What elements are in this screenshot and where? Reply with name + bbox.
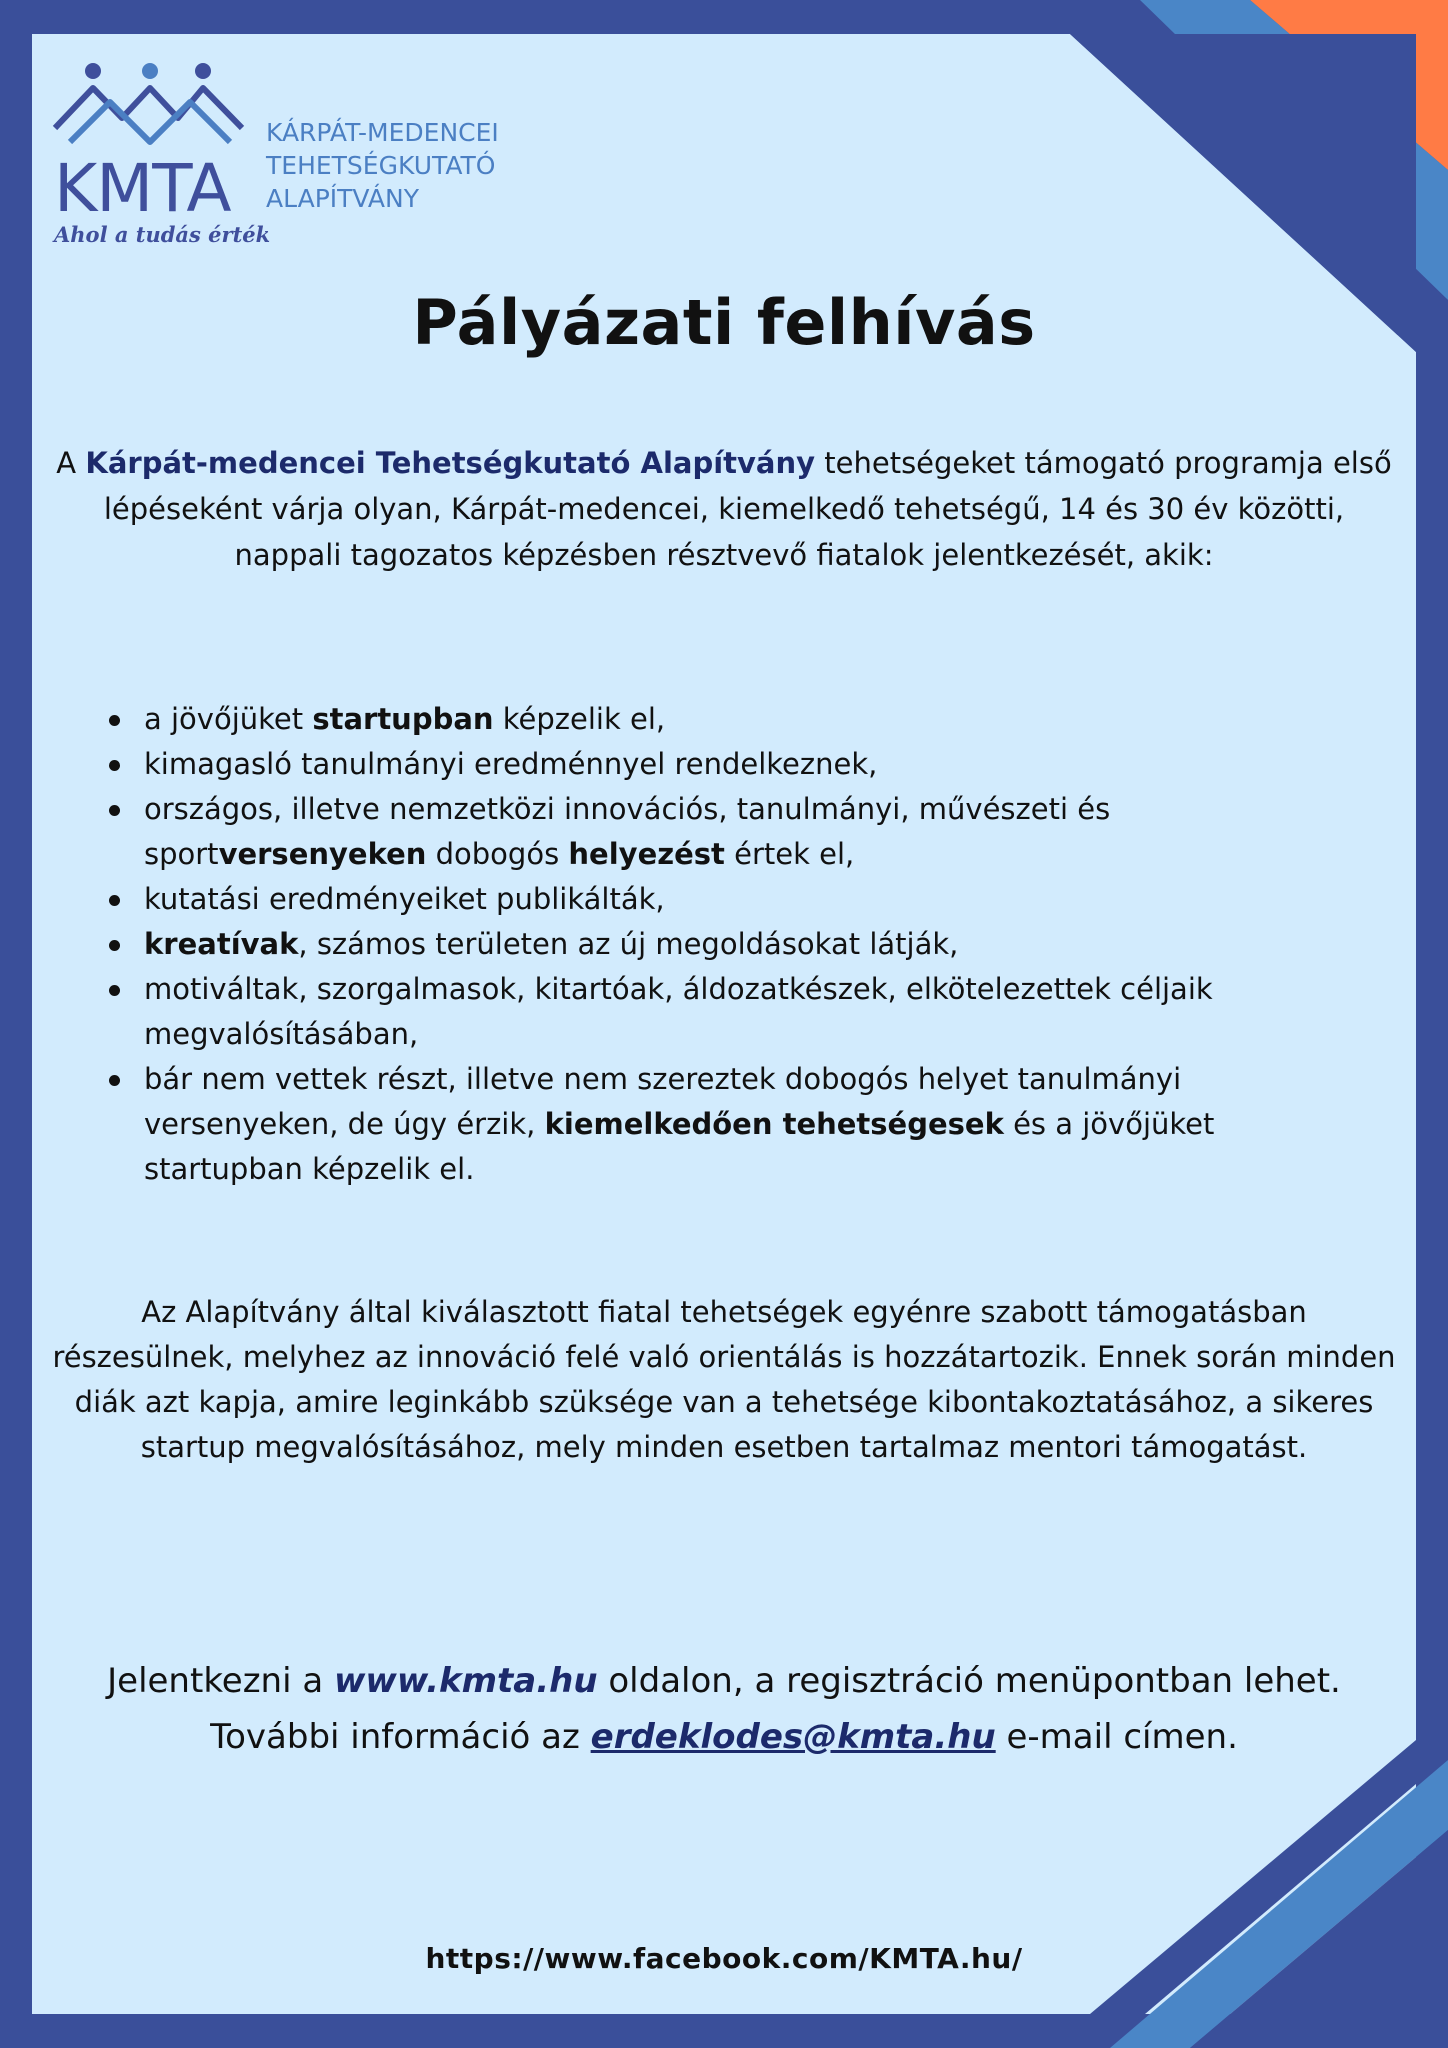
people-roof-icon	[50, 58, 250, 158]
application-suffix: oldalon, a regisztráció menüpontban lehet.	[597, 1661, 1341, 1701]
facebook-link[interactable]: https://www.facebook.com/KMTA.hu/	[425, 1942, 1023, 1975]
criteria-item: kimagasló tanulmányi eredménnyel rendelkeznek,	[106, 742, 1336, 787]
website-link[interactable]: www.kmta.hu	[334, 1661, 598, 1701]
info-prefix: További információ az	[210, 1717, 591, 1757]
application-prefix: Jelentkezni a	[107, 1661, 335, 1701]
support-paragraph: Az Alapítvány által kiválasztott fiatal tehetségek egyénre szabott támogatásban részesülnek, melyhez az innováció felé való orientálás is hozzátartozik. Ennek során minden diák azt kapja, amire leginkább szüksége van a tehetsége kibontakoztatásához, a sikeres startup megvalósításához, mely minden esetben tartalmaz mentori támogatást.	[52, 1295, 1396, 1464]
logo-org-line: TEHETSÉGKUTATÓ	[266, 151, 496, 180]
kmta-logo	[50, 58, 570, 258]
logo-org-name	[266, 116, 499, 215]
email-link[interactable]: erdeklodes@kmta.hu	[590, 1717, 996, 1757]
foundation-name: Kárpát-medencei Tehetségkutató Alapítvány	[85, 446, 816, 480]
logo-motto: Ahol a tudás érték	[54, 222, 271, 247]
contact-info	[80, 1653, 1368, 1765]
intro-text: tehetségeket támogató programja első lépéseként várja olyan, Kárpát-medencei, kiemelkedő tehetségű, 14 és 30 év közötti, nappali tagozatos képzésben résztvevő fiatalok jelentkezését, akik:	[103, 446, 1392, 572]
info-suffix: e-mail címen.	[995, 1717, 1238, 1757]
logo-org-line: KÁRPÁT-MEDENCEI	[266, 118, 499, 147]
application-line	[80, 1653, 1368, 1709]
criteria-item: országos, illetve nemzetközi innovációs, tanulmányi, művészeti és sportversenyeken dobogós helyezést értek el,	[106, 787, 1336, 877]
criteria-item: motiváltak, szorgalmasok, kitartóak, áldozatkészek, elkötelezettek céljaik megvalósításában,	[106, 967, 1336, 1057]
criteria-item: kreatívak, számos területen az új megoldásokat látják,	[106, 922, 1336, 967]
page-title: Pályázati felhívás	[412, 286, 1036, 359]
criteria-list	[106, 697, 1336, 1192]
criteria-item: kutatási eredményeiket publikálták,	[106, 877, 1336, 922]
info-line	[80, 1709, 1368, 1765]
intro-paragraph	[50, 440, 1398, 578]
logo-wordmark: KMTA	[54, 150, 231, 227]
criteria-item: bár nem vettek részt, illetve nem szereztek dobogós helyet tanulmányi versenyeken, de úgy érzik, kiemelkedően tehetségesek és a jövőjüket startupban képzelik el.	[106, 1057, 1336, 1192]
logo-org-line: ALAPÍTVÁNY	[266, 184, 420, 213]
criteria-item: a jövőjüket startupban képzelik el,	[106, 697, 1336, 742]
intro-prefix: A	[56, 446, 86, 480]
